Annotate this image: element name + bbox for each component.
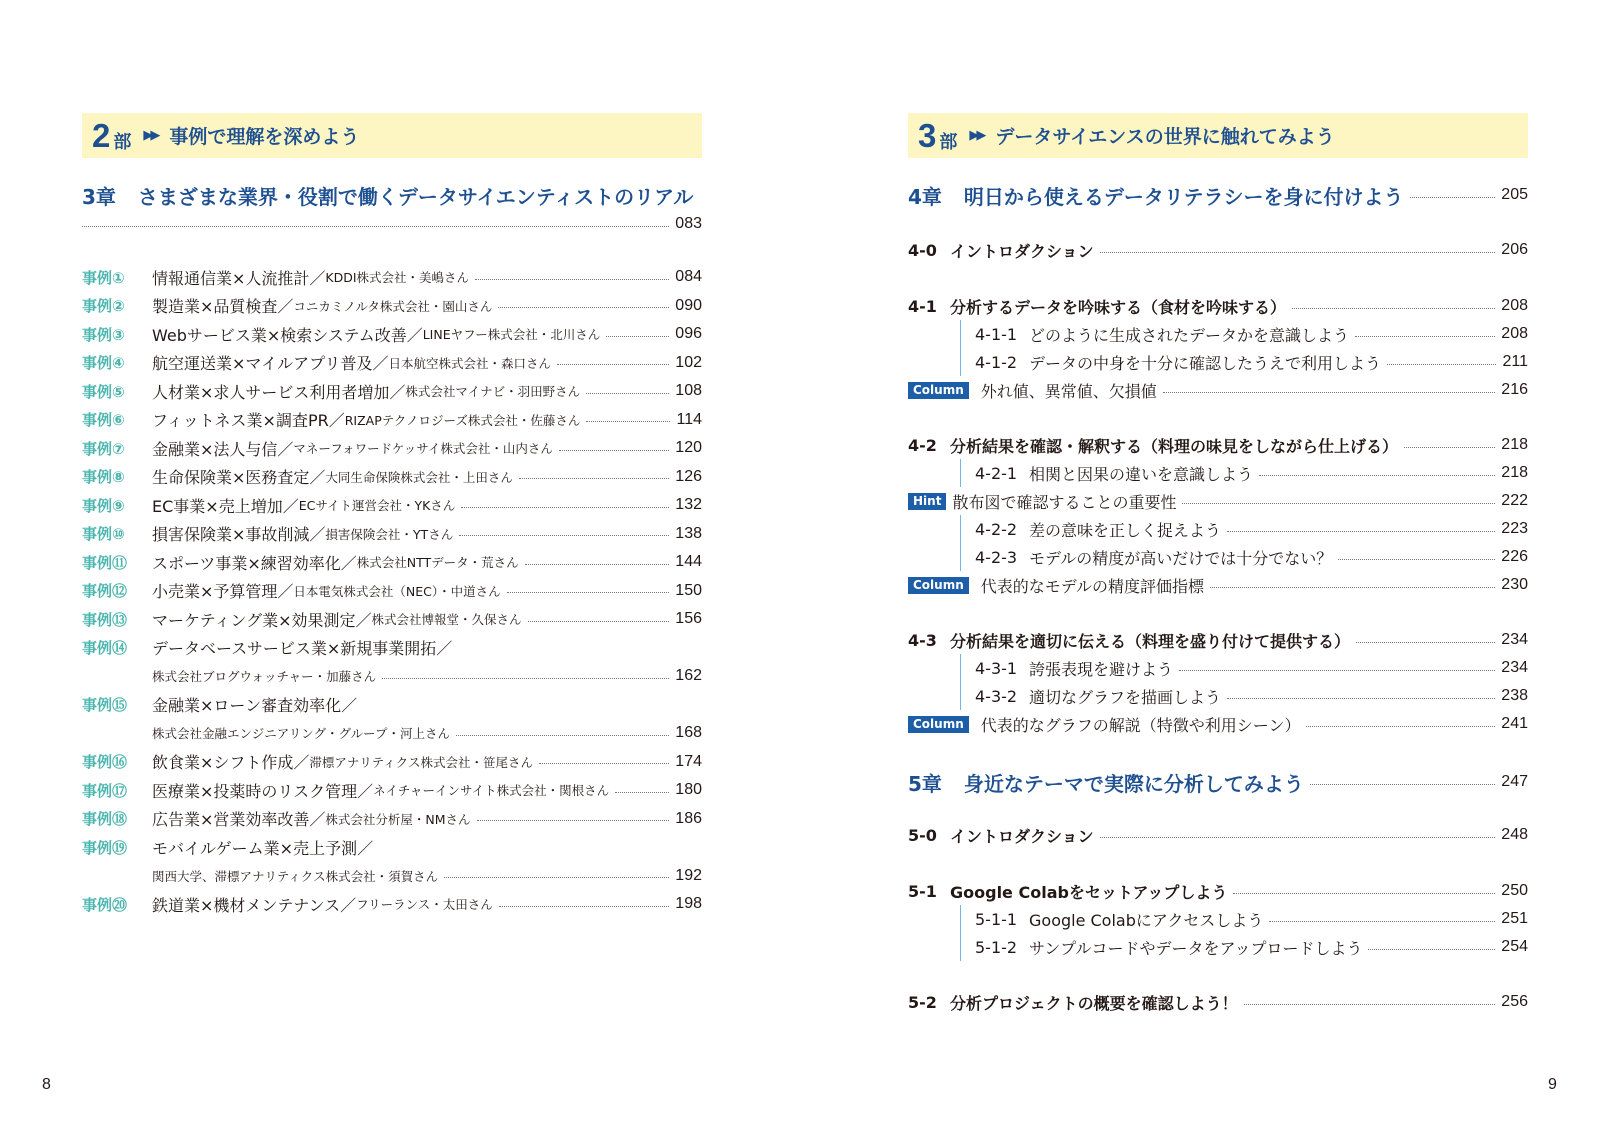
leader-dots [1100,837,1496,838]
page-ref: 180 [675,781,702,798]
leader-dots [444,877,669,878]
case-title: 飲食業×シフト作成／ [152,753,310,772]
subsection-4-2-1 [960,459,1528,487]
section-title: 分析結果を適切に伝える（料理を盛り付けて提供する） [950,631,1351,651]
case-company: マネーフォワードケッサイ株式会社・山内さん [293,441,553,456]
case-title: 小売業×予算管理／ [152,582,294,601]
page-ref: 090 [675,296,702,314]
subsection-number: 4-2-3 [975,547,1018,567]
leader-dots [1182,503,1495,504]
page-ref: 205 [1501,186,1528,203]
section-5-1 [908,877,1528,905]
case-label: 事例⑰ [82,781,128,800]
case-company: 株式会社NTTデータ・荒さん [356,555,519,570]
leader-dots [557,364,669,365]
section-4-0 [908,236,1528,264]
leader-dots [475,279,669,280]
case-label: 事例② [82,297,125,315]
page-ref: 208 [1501,297,1528,314]
subsection-4-3-2 [960,682,1528,710]
chapter-4-heading [908,180,1528,210]
section-number: 4-3 [908,630,937,650]
case-title: 金融業×法人与信／ [152,439,294,459]
section-title: 分析結果を確認・解釈する（料理の味見をしながら仕上げる） [950,436,1399,456]
leader-dots [1100,252,1496,253]
subsection-title: どのように生成されたデータかを意識しよう [1029,325,1350,345]
leader-dots [477,820,670,821]
case-label: 事例⑮ [82,696,128,714]
page-ref: 186 [675,809,702,827]
case-row [82,434,702,462]
case-label: 事例⑭ [82,639,128,657]
hint-tag: Hint [908,493,946,510]
page-ref: 248 [1501,826,1528,843]
right-page [908,0,1557,1135]
case-row [82,520,702,548]
page-ref: 226 [1501,548,1528,565]
case-label: 事例⑯ [82,753,128,771]
hint-title: 散布図で確認することの重要性 [952,492,1177,512]
case-row [82,691,702,719]
page-ref: 223 [1501,520,1528,537]
page-ref: 238 [1501,687,1528,704]
page-ref: 216 [1501,381,1528,398]
leader-dots [1292,308,1495,309]
chapter-title: さまざまな業界・役割で働くデータサイエンティストのリアル [137,184,694,209]
chapter-title: 身近なテーマで実際に分析してみよう [963,771,1304,796]
case-label: 事例⑩ [82,525,125,543]
case-title: 損害保険業×事故削減／ [152,525,326,544]
leader-dots [586,393,669,394]
column-tag: Column [908,382,969,399]
column-title: 代表的なモデルの精度評価指標 [980,576,1204,596]
section-number: 5-0 [908,825,937,845]
page-ref: 218 [1501,464,1528,481]
case-row [82,377,702,405]
section-5-0 [908,821,1528,849]
case-row [82,662,702,690]
part-number: 2 [92,117,111,154]
section-number: 5-2 [908,992,937,1012]
page-ref: 132 [675,496,702,513]
leader-dots [1179,670,1495,671]
case-title: 生命保険業×医務査定／ [152,468,326,487]
case-title: 金融業×ローン審査効率化／ [152,696,358,715]
case-company: 日本航空株式会社・森口さん [388,355,551,371]
page-ref: 254 [1501,938,1528,955]
leader-dots [461,507,669,508]
page-ref: 256 [1501,993,1528,1010]
subsection-5-1-1 [960,905,1528,933]
leader-dots [1368,949,1495,950]
case-company: KDDI株式会社・美嶋さん [325,270,470,285]
case-row [82,320,702,348]
case-row [82,349,702,377]
case-title: 情報通信業×人流推計／ [152,268,326,288]
chapter-number: 5章 [908,771,942,796]
case-row [82,748,702,776]
column-tag: Column [908,716,969,733]
left-page [42,0,702,1135]
section-number: 5-1 [908,881,937,901]
page-ref: 138 [675,524,702,542]
part-title: 事例で理解を深めよう [169,126,360,148]
case-row [82,719,702,747]
case-title: 製造業×品質検査／ [152,297,294,316]
subsection-title: 誇張表現を避けよう [1029,659,1174,679]
case-company: 滞標アナリティクス株式会社・笹尾さん [309,754,534,770]
case-title: 鉄道業×機材メンテナンス／ [152,895,357,915]
leader-dots [1306,726,1495,727]
page-ref: 174 [675,752,702,770]
case-label: 事例⑱ [82,810,128,828]
case-label: 事例⑳ [82,895,128,914]
case-company: 大同生命保険株式会社・上田さん [325,469,513,485]
subsection-number: 5-1-1 [975,909,1018,929]
case-company: 日本電気株式会社（NEC）・中道さん [293,583,501,599]
leader-dots [499,906,670,907]
leader-dots [539,763,669,764]
page-ref: 250 [1501,882,1528,899]
page-ref: 156 [675,610,702,627]
column-entry [908,571,1528,599]
page-ref: 150 [675,581,702,599]
case-company: 損害保険会社・YTさん [325,526,454,542]
page-ref: 251 [1501,910,1528,927]
page-ref: 102 [675,353,702,371]
case-label: 事例⑧ [82,468,125,486]
subsection-4-2-2 [960,515,1528,543]
leader-dots [1310,784,1495,785]
section-number: 4-0 [908,240,937,260]
part-banner [82,113,702,158]
leader-dots [1387,364,1496,365]
page-ref: 096 [675,325,702,342]
section-5-2 [908,988,1528,1016]
leader-dots [525,564,670,565]
subsection-title: サンプルコードやデータをアップロードしよう [1029,938,1363,958]
subsection-4-2-3 [960,543,1528,571]
leader-dots [1227,531,1495,532]
subsection-title: 相関と因果の違いを意識しよう [1029,464,1254,484]
section-title: イントロダクション [950,826,1094,846]
leader-dots [1227,698,1495,699]
subsection-5-1-2 [960,933,1528,961]
case-row [82,406,702,434]
case-title: 広告業×営業効率改善／ [152,810,326,829]
case-label: 事例⑨ [82,496,125,515]
case-row [82,776,702,804]
chapter-number: 4章 [908,184,942,209]
hint-entry [908,487,1528,515]
case-label: 事例⑫ [82,582,128,600]
case-label: 事例⑲ [82,838,128,857]
subsection-title: Google Colabにアクセスしよう [1029,910,1264,930]
case-row [82,292,702,320]
section-number: 4-2 [908,435,937,455]
page-ref: 144 [675,553,702,570]
chapter-heading [82,180,702,210]
case-label: 事例⑤ [82,382,125,401]
case-row [82,577,702,605]
page-number: 9 [1548,1076,1557,1093]
leader-dots [1355,336,1495,337]
section-4-2 [908,431,1528,459]
page-ref: 192 [675,866,702,884]
case-label: 事例③ [82,325,125,344]
case-title: スポーツ事業×練習効率化／ [152,553,357,573]
subsection-4-1-2 [960,348,1528,376]
page-ref: 218 [1501,436,1528,453]
case-company: コニカミノルタ株式会社・園山さん [293,298,493,314]
page-ref: 208 [1501,325,1528,342]
page-ref: 222 [1501,492,1528,509]
case-title: Webサービス業×検索システム改善／ [152,325,423,345]
leader-dots [1356,642,1495,643]
leader-dots [559,450,669,451]
column-entry [908,710,1528,738]
case-row [82,463,702,491]
case-title: モバイルゲーム業×売上予測／ [152,838,374,858]
case-company: 株式会社分析屋・NMさん [325,811,471,827]
double-arrow-icon: ▶▶ [143,128,158,143]
chapter-5-heading [908,767,1528,797]
subsection-title: モデルの精度が高いだけでは十分でない？ [1029,548,1333,568]
case-company: LINEヤフー株式会社・北川さん [422,327,601,342]
part-unit: 部 [113,131,132,153]
case-row [82,263,702,291]
subsection-number: 4-2-1 [975,463,1018,483]
case-row [82,634,702,662]
chapter-number: 3章 [82,184,116,209]
case-row [82,805,702,833]
leader-dots [1233,893,1495,894]
page-ref: 114 [676,410,702,428]
column-title: 外れ値、異常値、欠損値 [980,381,1157,401]
leader-dots [507,592,670,593]
case-row [82,890,702,918]
page-ref: 206 [1501,241,1528,258]
page-ref: 120 [675,439,702,456]
leader-dots [1269,921,1495,922]
subsection-title: 適切なグラフを描画しよう [1029,687,1222,707]
subsection-title: データの中身を十分に確認したうえで利用しよう [1029,353,1382,373]
section-title: イントロダクション [950,241,1094,261]
case-company: 株式会社博報堂・久保さん [371,612,522,627]
subsection-number: 4-1-1 [975,324,1018,344]
leader-dots [1404,447,1495,448]
chapter-page-row [82,210,702,238]
page-ref: 230 [1501,576,1528,593]
part-title: データサイエンスの世界に触れてみよう [995,126,1335,148]
page-ref: 234 [1501,631,1528,648]
case-label: 事例① [82,268,125,287]
subsection-number: 4-2-2 [975,519,1018,539]
leader-dots [528,621,670,622]
section-title: 分析プロジェクトの概要を確認しよう！ [950,993,1238,1013]
section-title: Google Colabをセットアップしよう [950,882,1228,902]
page-ref: 162 [675,667,702,684]
case-company: 株式会社金融エンジニアリング・グループ・河上さん [152,726,450,741]
page-ref: 247 [1501,773,1528,790]
page-ref: 108 [675,382,702,399]
case-row [82,548,702,576]
leader-dots [519,478,669,479]
leader-dots [1244,1004,1496,1005]
leader-dots [382,678,669,679]
leader-dots [586,421,670,422]
case-label: 事例④ [82,354,125,372]
leader-dots [459,535,669,536]
case-company: 株式会社ブログウォッチャー・加藤さん [152,669,377,684]
case-label: 事例⑪ [82,553,128,572]
section-number: 4-1 [908,296,937,316]
leader-dots [606,336,669,337]
subsection-4-3-1 [960,654,1528,682]
page-number: 8 [42,1076,51,1093]
leader-dots [456,735,669,736]
case-row [82,491,702,519]
column-title: 代表的なグラフの解説（特徴や利用シーン） [980,715,1301,735]
subsection-number: 4-3-1 [975,658,1018,678]
leader-dots [1210,587,1495,588]
leader-dots [615,792,669,793]
subsection-number: 4-1-2 [975,352,1018,372]
section-4-1 [908,292,1528,320]
leader-dots [1163,392,1496,393]
subsection-title: 差の意味を正しく捉えよう [1029,520,1222,540]
page-ref: 198 [675,895,702,912]
page-ref: 168 [675,724,702,741]
subsection-number: 4-3-2 [975,686,1018,706]
case-title: フィットネス業×調査PR／ [152,411,345,430]
double-arrow-icon: ▶▶ [969,128,984,143]
chapter-title: 明日から使えるデータリテラシーを身に付けよう [963,184,1404,209]
page-ref: 126 [675,467,702,485]
case-label: 事例⑬ [82,610,128,629]
part-unit: 部 [939,131,958,153]
case-row [82,862,702,890]
case-title: EC事業×売上増加／ [152,496,299,516]
leader-dots [1410,197,1496,198]
case-company: 株式会社マイナビ・羽田野さん [405,384,581,399]
case-label: 事例⑦ [82,439,125,458]
case-row [82,833,702,861]
page-ref: 083 [675,215,702,232]
column-tag: Column [908,577,969,594]
page-ref: 241 [1501,715,1528,732]
case-title: マーケティング業×効果測定／ [152,610,372,630]
case-company: ネイチャーインサイト株式会社・関根さん [373,783,610,798]
case-title: 航空運送業×マイルアプリ普及／ [152,354,389,373]
section-title: 分析するデータを吟味する（食材を吟味する） [950,297,1287,317]
leader-dots [498,307,669,308]
subsection-number: 5-1-2 [975,937,1018,957]
case-title: 医療業×投薬時のリスク管理／ [152,781,374,801]
case-company: フリーランス・太田さん [356,897,493,912]
page-ref: 084 [675,268,702,285]
leader-dots [1338,559,1495,560]
case-title: データベースサービス業×新規事業開拓／ [152,639,453,658]
leader-dots [82,226,669,227]
case-company: RIZAPテクノロジーズ株式会社・佐藤さん [344,412,581,428]
case-company: 関西大学、滞標アナリティクス株式会社・須賀さん [152,868,439,884]
case-title: 人材業×求人サービス利用者増加／ [152,382,406,402]
section-4-3 [908,626,1528,654]
case-label: 事例⑥ [82,411,125,429]
case-row [82,605,702,633]
part-number: 3 [918,117,937,154]
case-company: ECサイト運営会社・YKさん [298,498,456,513]
leader-dots [1259,475,1495,476]
column-entry [908,376,1528,404]
part-banner [908,113,1528,158]
subsection-4-1-1 [960,320,1528,348]
page-ref: 211 [1502,353,1528,370]
page-ref: 234 [1501,659,1528,676]
